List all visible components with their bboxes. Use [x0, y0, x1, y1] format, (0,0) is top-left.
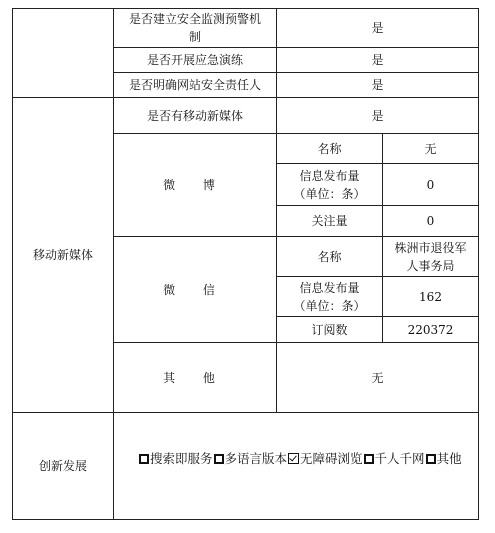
- has-media-value: [276, 97, 479, 134]
- innovation-options: [113, 412, 479, 520]
- weibo-posts-label: [276, 163, 383, 206]
- weibo-followers-label: [276, 205, 383, 237]
- monitoring-label-text: 是否建立安全监测预警机制: [128, 12, 261, 44]
- wechat-name-label: [276, 236, 383, 277]
- weibo-posts-value-text: 0: [426, 177, 435, 192]
- wechat-name-value-text: 株洲市退役军人事务局: [394, 240, 467, 273]
- wechat-posts-value: [382, 276, 479, 317]
- weibo-label-text: 微 博: [163, 178, 227, 192]
- drill-value-text: 是: [371, 53, 384, 67]
- other-value: [276, 342, 479, 413]
- wechat-label-text: 微 信: [163, 282, 227, 297]
- monitoring-value-text: 是: [371, 21, 384, 35]
- wechat-label: [113, 236, 277, 343]
- weibo-name-label: [276, 133, 383, 164]
- wechat-posts-label: [276, 276, 383, 317]
- weibo-name-label-text: 名称: [317, 141, 342, 156]
- wechat-name-label-text: 名称: [317, 249, 342, 264]
- mobile-media-label-text: 移动新媒体: [32, 248, 93, 262]
- wechat-name-value: [382, 236, 479, 277]
- wechat-posts-value-text: 162: [419, 289, 442, 304]
- option-other: 其他: [436, 451, 462, 466]
- security-section-cell: [12, 8, 114, 98]
- wechat-subscribers-label-text: 订阅数: [311, 322, 348, 337]
- weibo-followers-label-text: 关注量: [311, 214, 348, 228]
- monitoring-label: [113, 8, 277, 48]
- weibo-followers-value: [382, 205, 479, 237]
- checkbox-icon[interactable]: [214, 454, 224, 464]
- innovation-option-list: [138, 450, 462, 468]
- wechat-posts-label-text: 信息发布量（单位：条）: [293, 280, 366, 313]
- weibo-name-value: [382, 133, 479, 164]
- weibo-posts-label-text: 信息发布量（单位：条）: [293, 168, 366, 201]
- weibo-posts-value: [382, 163, 479, 206]
- innovation-label-text: 创新发展: [38, 459, 87, 473]
- wechat-subscribers-label: [276, 316, 383, 343]
- other-value-text: 无: [371, 370, 384, 385]
- has-media-value-text: 是: [371, 108, 384, 123]
- other-label-text: 其 他: [163, 370, 227, 385]
- checkbox-icon[interactable]: [139, 454, 149, 464]
- mobile-media-label: [12, 97, 114, 413]
- checkbox-icon[interactable]: [426, 454, 436, 464]
- drill-label-text: 是否开展应急演练: [146, 53, 243, 67]
- responsible-value: [276, 72, 479, 98]
- weibo-followers-value-text: 0: [426, 214, 435, 228]
- responsible-label-text: 是否明确网站安全责任人: [128, 78, 261, 92]
- weibo-name-value-text: 无: [424, 141, 437, 156]
- option-search-service: 搜索即服务: [150, 451, 213, 466]
- wechat-subscribers-value: [382, 316, 479, 343]
- option-personalized: 千人千网: [374, 451, 425, 466]
- drill-label: [113, 47, 277, 73]
- wechat-subscribers-value-text: 220372: [407, 322, 454, 337]
- has-media-label: [113, 97, 277, 134]
- monitoring-value: [276, 8, 479, 48]
- option-accessibility: 无障碍浏览: [300, 451, 363, 466]
- responsible-value-text: 是: [371, 78, 384, 92]
- drill-value: [276, 47, 479, 73]
- has-media-label-text: 是否有移动新媒体: [146, 108, 243, 123]
- innovation-label: [12, 412, 114, 520]
- responsible-label: [113, 72, 277, 98]
- checked-checkbox-icon[interactable]: [288, 453, 299, 464]
- checkbox-icon[interactable]: [364, 454, 374, 464]
- other-label: [113, 342, 277, 413]
- option-multilingual: 多语言版本: [224, 451, 288, 466]
- weibo-label: [113, 133, 277, 237]
